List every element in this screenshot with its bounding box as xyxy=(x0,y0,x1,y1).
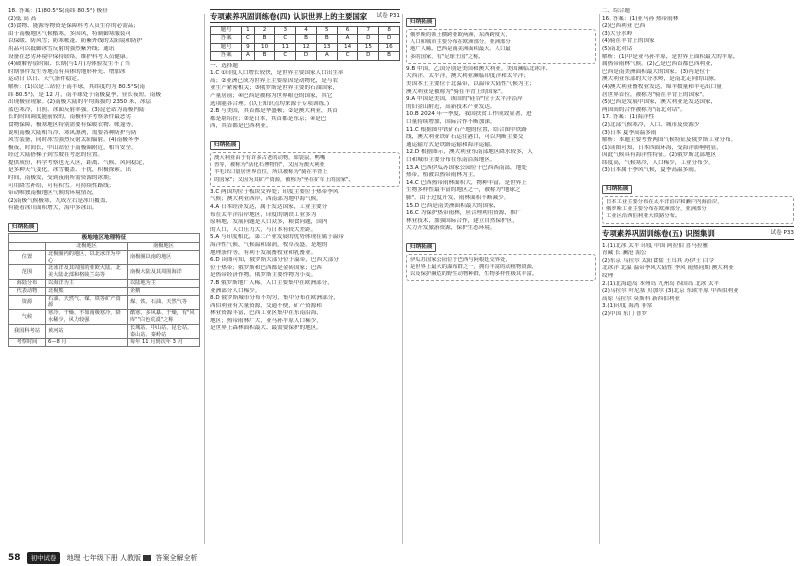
text-line: (4)澳大利亚畜牧业发达，绵羊数量和羊毛出口量 xyxy=(602,83,722,90)
answer-cell: 2 xyxy=(254,27,275,35)
text-line: 产量居前；④巴西是被称为世界粮仓的国家，其它 xyxy=(210,93,333,99)
summary-box xyxy=(406,29,596,64)
summary-box xyxy=(602,196,794,224)
answer-cell: B xyxy=(316,35,337,43)
table-cell: 6—8 月 xyxy=(46,339,128,347)
text-line: 地广人稀。巴西是南美洲面积最大、人口最 xyxy=(410,46,511,53)
answer-cell: 10 xyxy=(254,43,275,51)
text-line: 一、选择题 xyxy=(210,62,238,69)
text-line: 生物多样性最丰富的地区之一，被称为"地球之 xyxy=(406,187,521,194)
text-line: 纹理 xyxy=(602,273,614,280)
table-header-cell: 北极地区 xyxy=(46,243,128,251)
section-title: 专项素养巩固训练卷(四) 认识世界上的主要国家 xyxy=(210,12,368,21)
table-cell: 黄河站 xyxy=(46,324,128,339)
text-line: 蓝色寒冷，日照、冰面反射率强。(3)昆仑站为南极内陆 xyxy=(8,106,145,113)
answer-cell: C xyxy=(242,35,255,43)
comprehensive-answers xyxy=(602,8,794,175)
answer-cell: 8 xyxy=(379,27,400,35)
text-line: 3.(1)印度 海湾 非常 xyxy=(602,303,653,310)
row-label: 题号 xyxy=(211,43,242,51)
section-header-5 xyxy=(602,226,794,240)
answer-cell: 4 xyxy=(296,27,317,35)
table-header-row xyxy=(9,243,200,251)
text-line: 纬 80.5°)，是 12 月，南半球处于南极夏季，昼长夜短，南极 xyxy=(8,91,161,98)
answer-cell: D xyxy=(358,52,379,60)
table-row xyxy=(9,324,200,339)
text-line: (4)骑在羊背上的国家 xyxy=(602,38,655,45)
text-line: 运动日 以日、天气条件稳定。 xyxy=(8,76,83,83)
answer-cell: D xyxy=(358,35,379,43)
answer-cell: B xyxy=(254,35,275,43)
text-line: 可用降雪补给，可有积雪。可持续性路线； xyxy=(8,182,115,189)
answer-cell: 1 xyxy=(242,27,255,35)
answer-column-4 xyxy=(602,8,794,546)
answer-18-block xyxy=(8,8,200,213)
answer-column-1 xyxy=(8,8,200,546)
table-cell: 酷寒、多风暴、干燥，有"风库""白色荒漠"之称 xyxy=(127,310,199,325)
text-line: 13.A 巴西伊瓜苏国家公园位于巴西西南部，地处 xyxy=(406,164,527,171)
text-line: 8.D 俄罗斯城市分布不均匀，集中分布在欧洲部分， xyxy=(210,295,339,302)
answer-cell: D xyxy=(296,52,317,60)
summary-tag: 归纳拓展 xyxy=(8,223,38,232)
text-line: 是世界上森林面积最大、最需要保护的地区。 xyxy=(210,325,322,332)
text-line: 以及保护濒危的野生动物种群，生物多样性极其丰富。 xyxy=(410,271,538,278)
table-row xyxy=(9,250,200,265)
text-line: 7.B 俄罗斯地广人稀，人口主要集中在欧洲部分， xyxy=(210,279,333,286)
text-line: 大西洋、太平洋，澳大利亚濒临印度洋和太平洋； xyxy=(406,73,530,80)
text-line: (2)低 高 高 xyxy=(8,15,37,22)
text-line: 2.B 与美国，其首都是华盛顿；②是澳大利亚，其首 xyxy=(210,108,338,115)
text-line: 美国本土主要位于北温带，以温带大陆性气候为主； xyxy=(406,81,535,87)
text-line: 6.D 读图可知，俄罗斯大部分位于温带，巴西大部分 xyxy=(210,257,339,264)
text-line: 18. 答案：(1)80.5°S(南纬 80.5°) 极昼 xyxy=(8,8,108,14)
table-row xyxy=(9,339,200,347)
text-line: 工业区沿西伯利亚大铁路分布。 xyxy=(606,213,681,220)
text-line: 日本工业主要分布在太平洋沿岸和濑户内海沿岸， xyxy=(606,199,723,206)
text-line: 选项能各合理。(以上知识点均来源于专项训练。) xyxy=(210,100,330,107)
text-line: 地理条件等，有利于发展畜牧业和乳畜业。 xyxy=(210,249,317,256)
summary-tag: 归纳拓展 xyxy=(602,185,632,194)
text-line: 都是堪培拉；③是日本，其首都是东京；④是巴 xyxy=(210,115,327,122)
text-line: 高；②亚洲已成为世界上主要原因是动物化，是与农 xyxy=(210,77,339,84)
choice-explanations-b xyxy=(210,189,400,333)
table-cell: 长城站、中山站、昆仑站、泰山站、秦岭站 xyxy=(127,324,199,339)
answer-cell: C xyxy=(275,35,296,43)
text-line: (4)破解停留时限、长期(与1月)为体验发生不了当 xyxy=(8,61,131,68)
text-line: 海洋性气候，气候温和湿润，牧草茂盛，是地的 xyxy=(210,241,328,248)
text-line: (2)南极气候极寒，九成左右是冰川覆盖， xyxy=(8,197,112,204)
text-line: 10.B 2024 年一季度，我国扶贫工作成效显著，进 xyxy=(406,111,532,118)
text-line: 设备在恶劣环境中保持联络，维护科考人员健康。 xyxy=(8,53,132,60)
text-line: 解析：(1)甲是亚马孙平原，是世界上面积最大的平原， xyxy=(602,53,739,60)
table-header-cell xyxy=(9,243,46,251)
answer-column-3 xyxy=(406,8,596,546)
text-line: 12.D 根据图示，澳大利亚东南部地区降水较多，人 xyxy=(406,149,533,156)
table-cell: 煤、铁、石油、天然气等 xyxy=(127,295,199,310)
answer-cell: 3 xyxy=(275,27,296,35)
text-line: (2)乌拉尔 叶尼塞 贝加尔 (3)北京 东欧平原 中西伯利亚 xyxy=(602,288,739,295)
answer-cell: 15 xyxy=(358,43,379,51)
text-line: 出现极昼现象。(2)南极大陆的平均海拔约 2350 米，冰层 xyxy=(8,99,152,106)
text-line: 热带，植被以热带雨林为主。 xyxy=(406,172,479,179)
text-line: 人口和城市主要分布在欧洲部分，亚洲部分 xyxy=(410,39,511,46)
row-header-cell: 资源 xyxy=(9,295,46,310)
text-line: 解析：本题主要考查两国气候特征及俄罗斯工业分布。 xyxy=(602,137,737,144)
answer-key-table xyxy=(210,26,400,61)
row-label: 答案 xyxy=(211,35,242,43)
answer-value-row xyxy=(211,35,400,43)
row-header-cell: 考察时间 xyxy=(9,339,46,347)
text-line: 14.C 巴西热带雨林面积大，物种丰富，是世界上 xyxy=(406,179,527,186)
text-line: 用品可以抵御冰雪反射的强烈紫外线；通讯 xyxy=(8,45,115,52)
text-line: 的人口，人口压力大，与日本有较大差距。 xyxy=(210,226,317,233)
choice-explanations-a xyxy=(210,63,400,131)
text-line: 时期事件发生等地点有具体的地形补充、增加冰 xyxy=(8,68,126,75)
answer-cell: 14 xyxy=(337,43,358,51)
table-row xyxy=(9,287,200,295)
text-line: 1.(1)北冰 太平 印度 中国 阿拉伯 喜马拉雅 xyxy=(602,242,709,249)
book-suffix: 答案全解全析 xyxy=(155,554,198,562)
answer-number-row xyxy=(211,27,400,35)
text-line: 西伯利亚有大量资源，交通不便，矿产资源和 xyxy=(210,302,322,309)
table-cell: 石油、天然气、煤、铁等矿产资源 xyxy=(46,295,128,310)
text-line: 5.A 与印度相比，第二产业发展的优势体现在属于温带 xyxy=(210,234,345,241)
text-line: 风雪装备，同时冰雪强烈反射太阳辐射。(4)南极冬季 xyxy=(8,137,139,144)
text-line: 澳大利亚东部的大分水岭，是南北走向的山脉。 xyxy=(602,76,720,83)
text-line: 11.C 根据图中铁矿石产地的位置，结合图中铁路 xyxy=(406,126,527,133)
answer-column-2 xyxy=(210,8,400,546)
text-line: 食物保障，极寒地区特别需要有保暖衣物、帐篷等， xyxy=(8,121,137,128)
text-line: 羊毛出口量居世界首位，所以被称为"骑在羊背上 xyxy=(214,169,328,176)
answer-cell: 12 xyxy=(296,43,317,51)
summary-box xyxy=(406,254,596,282)
text-line: 澳大利亚是被称为"骑在羊背上的国家"。 xyxy=(406,88,507,95)
text-line: 16.C 为保护热带雨林，应合理利用资源，推广 xyxy=(406,210,522,217)
text-line: 伊瓜苏国家公园位于巴西与阿根廷交界处， xyxy=(410,256,511,263)
text-line: (3)日本 夏季高温多雨 xyxy=(602,129,657,136)
table-cell: 南极圈以南的地区 xyxy=(127,250,199,265)
answer-cell: 7 xyxy=(358,27,379,35)
answer-cell: 5 xyxy=(316,27,337,35)
text-line: 原料地，发展问题是人口众多，粮食问题，国内 xyxy=(210,219,328,226)
paper-reference: 试卷 P31 xyxy=(376,13,400,19)
text-line: 线，澳大利亚铁矿石运往港口，可以判断主要交 xyxy=(406,134,524,141)
table-row xyxy=(9,310,200,325)
text-line: 2.(1)北海道岛 本州岛 九州岛 四国岛 北冰 太平 xyxy=(602,280,720,287)
answer-cell: B xyxy=(254,52,275,60)
column-divider xyxy=(204,14,205,544)
text-line: 纬度高，气候寒冷，人口稀少，工业分布少。 xyxy=(602,159,714,166)
text-line: 15.D 巴西是南美洲面积最大的国家， xyxy=(406,202,500,209)
answer-cell: 16 xyxy=(379,43,400,51)
text-line: 因此气候具有海洋性特征。(2)俄罗斯北部地区 xyxy=(602,152,717,159)
table-row xyxy=(9,280,200,288)
answer-cell: 6 xyxy=(337,27,358,35)
summary-tag: 归纳拓展 xyxy=(406,18,436,27)
answer-value-row xyxy=(211,52,400,60)
text-line: 多的国家，有"足球王国"之称。 xyxy=(410,53,484,60)
answer-cell: A xyxy=(337,35,358,43)
text-line: (3)食物、能源等物资是保障科考人员生存的必需品； xyxy=(8,23,139,30)
page-number: 58 xyxy=(8,553,21,563)
answer-cell: A xyxy=(316,52,337,60)
text-line: 气候；澳大利亚西岸，西南部为地中海气候。 xyxy=(210,196,322,203)
text-line: 西，其首都是巴西利亚。 xyxy=(210,123,272,130)
row-header-cell: 位置 xyxy=(9,250,46,265)
text-line: 极夜，时间长，中山站位于南极圈附近，相当安全， xyxy=(8,144,137,151)
text-line: 属热带雨林气候。(2)乙是巴西首都巴西利亚， xyxy=(602,61,717,68)
answer-cell: A xyxy=(242,52,255,60)
section-title: 专项素养巩固训练卷(五) 识图集训 xyxy=(602,228,715,238)
text-line: 口量持续增加，国际合作不断加深。 xyxy=(406,118,496,125)
table-cell: 每年 11 月到次年 3 月 xyxy=(127,339,199,347)
answer-cell: C xyxy=(275,52,296,60)
text-line: 二、综合题 xyxy=(602,8,630,14)
text-line: 是多种天气变化，冰雪覆盖、干扰，积极探索。出 xyxy=(8,167,132,174)
column-divider xyxy=(402,14,403,544)
table-cell: 寒冷、干燥、不如南极寒冷，降水稀少，风力较强 xyxy=(46,310,128,325)
text-line: 巴西是南美洲面积最大的国家。(3)丙是位于 xyxy=(602,68,711,75)
row-header-cell: 气候 xyxy=(9,310,46,325)
text-line: 兽等，被称为"活化石博物馆"，又因为澳大利亚 xyxy=(214,162,325,169)
text-line: (2)巴西利亚 巴西 xyxy=(602,23,646,30)
text-line: 北冰洋 北温 温带季风大陆性 季风 雨热同期 澳大利亚 xyxy=(602,265,734,272)
text-line: 高原 乌拉尔 莫斯科 新西伯利亚 xyxy=(602,295,681,302)
text-line: 位于热带；俄罗斯和巴西都是金砖国家；巴西 xyxy=(210,264,322,271)
row-label: 题号 xyxy=(211,27,242,35)
text-line: 地区；热带雨林广大，亚马孙平原人口稀少， xyxy=(210,317,322,324)
table-row xyxy=(9,295,200,310)
table-cell: 企鹅 xyxy=(127,287,199,295)
text-line: 俄罗斯的领土横跨亚欧两洲，东西跨度大， xyxy=(410,32,511,38)
text-line: 时间，南极发，受到夜雨所需资源的冰期； xyxy=(8,175,115,182)
text-line: (3)日本属于季风气候，夏季高温多雨。 xyxy=(602,167,700,174)
row-header-cell: 我国科考站 xyxy=(9,324,46,339)
page-footer xyxy=(8,552,197,564)
text-line: 提供成份，科学考察也无人区，距离、气候、风向稳定， xyxy=(8,159,148,166)
choice-explanations xyxy=(406,66,596,233)
answer-cell: 9 xyxy=(242,43,255,51)
text-line: 业生产紧密相关；③俄罗斯是世界主要的石油国家， xyxy=(210,85,339,92)
text-line: (2)北部气候寒冷，人口、城市及资源少 xyxy=(602,121,700,128)
text-line: 17. 答案：(1)海洋性 xyxy=(602,114,655,121)
answer-cell: D xyxy=(379,35,400,43)
table-cell: 以陆地为主 xyxy=(127,280,199,288)
row-label: 答案 xyxy=(211,52,242,60)
text-line: 说明南极大陆相当冷、寒风凛冽，需要各种防护与防 xyxy=(8,129,137,136)
book-icon xyxy=(143,555,151,561)
text-line: 长的时间调度能前较的，南极科学考察条件最恶劣 xyxy=(8,114,132,121)
answer-cell: 13 xyxy=(316,43,337,51)
table-cell: 北冰洋及其周围的亚欧大陆、北美大陆北部和格陵兰岛等 xyxy=(46,265,128,280)
row-header-cell: 海陆分布 xyxy=(9,280,46,288)
text-line: 林业资源丰富，巴西工业区集中在东南沿海， xyxy=(210,310,322,317)
text-line: (1)读图可知，日本四面环海，受海洋影响明显， xyxy=(602,144,722,151)
text-line: 解析：(1)以是二站位于南半球，其纬度约为 80.5°S(南 xyxy=(8,83,145,90)
answer-cell: B xyxy=(296,35,317,43)
text-line: 有能看冰川面积增大，海中多冰山。 xyxy=(8,205,98,212)
polar-table-title: 极地地区地理特征 xyxy=(8,233,200,242)
answer-number-row xyxy=(211,43,400,51)
text-line: 9.A 甲国是美国，该国的"硅谷"位于太平洋沿岸 xyxy=(406,96,523,103)
text-line: 亚洲部分人口稀少。 xyxy=(210,287,261,294)
text-line: 带动唯独南极地区气候的环境情况， xyxy=(8,190,98,197)
table-cell: 北极圈内的地区，以北冰洋为中心 xyxy=(46,250,128,265)
row-header-cell: 范围 xyxy=(9,265,46,280)
summary-box xyxy=(210,152,400,187)
text-line: (2)中国 东门 普罗 xyxy=(602,311,648,318)
summary-tag: 归纳拓展 xyxy=(210,141,240,150)
text-line: 俄罗斯工业主要分布在欧洲部分，亚洲部分 xyxy=(606,206,707,213)
map-answers xyxy=(602,243,794,319)
paper-reference: 试卷 P33 xyxy=(770,229,794,236)
text-line: 澳大利亚由于有许多古老的动物，如袋鼠、鸭嘴 xyxy=(214,154,326,161)
polar-features-table xyxy=(8,242,200,347)
text-line: 是世界上最大的瀑布群之一，拥有丰富的动植物资源， xyxy=(410,264,538,271)
text-line: 口和城市主要分布在东南沿海地区。 xyxy=(406,156,496,163)
text-line: 经过大陆搭梯子到雪坡在考虑的位置。 xyxy=(8,152,104,159)
text-line: 的国家"；又因为其矿产资源，被称为"坐在矿车上的国家"。 xyxy=(214,176,354,183)
summary-tag: 归纳拓展 xyxy=(406,243,436,252)
text-line: (3)大分水岭 xyxy=(602,30,633,37)
column-divider xyxy=(599,14,600,544)
section-header-4 xyxy=(210,9,400,23)
text-line: 布在太平洋沿岸地区，印度的钢铁工业多为 xyxy=(210,211,317,218)
answer-cell: 11 xyxy=(275,43,296,51)
book-subject: 地理 七年级下册 人教版 xyxy=(66,554,142,562)
row-header-cell: 代表动物 xyxy=(9,287,46,295)
text-line: 居世界首位，被称为"骑在羊背上的国家"。 xyxy=(602,91,708,98)
text-line: 两国间的合作被称为"南北对话"。 xyxy=(602,106,686,113)
text-line: 肺"。由于过度开发，雨林面积不断减少。 xyxy=(406,194,510,201)
book-series: 初中试卷 xyxy=(27,552,61,564)
answer-cell: C xyxy=(337,52,358,60)
table-header-cell: 南极地区 xyxy=(127,243,199,251)
text-line: 林业技术，加强国际合作，建立自然保护区， xyxy=(406,217,518,224)
table-cell: 以海洋为主 xyxy=(46,280,128,288)
text-line: (5)巴西是发展中国家，澳大利亚是发达国家， xyxy=(602,99,717,106)
text-line: 的旧金山附近，高新技术产业发达。 xyxy=(406,103,496,110)
table-row xyxy=(9,265,200,280)
table-cell: 南极大陆及其周围海洋 xyxy=(127,265,199,280)
text-line: 3.C 两国均位于板块交界处；印度主要位于热带季风 xyxy=(210,188,339,195)
text-line: 9.B 甲国，乙国分别是美国和澳大利亚。美国濒临北冰洋、 xyxy=(406,65,552,72)
text-line: 由于南极地区气候酷寒，多因风，特制御寒服装可 xyxy=(8,30,132,37)
text-line: 4.A 日本经济发达，属于发达国家，工业主要分 xyxy=(210,203,328,210)
text-line: 青藏 长 澜沧 湄公 xyxy=(602,250,647,257)
answer-cell: B xyxy=(379,52,400,60)
text-line: (2)东京 乌拉尔 太阳食盐 土耳其 苏伊士 白令 xyxy=(602,257,714,264)
text-line: 以保暖、防风雪；防寒帐篷、防紫外线的太阳镜和防护 xyxy=(8,38,143,45)
text-line: 大力开发旅游资源，保护生态环境。 xyxy=(406,225,496,232)
text-line: 1.C ①印度人口增长较快，是世界主要国家人口出生率 xyxy=(210,70,344,77)
text-line: (5)南北对话 xyxy=(602,45,633,52)
table-cell: 北极熊 xyxy=(46,287,128,295)
text-line: 16. 答案：(1)亚马孙 热带雨林 xyxy=(602,15,679,22)
text-line: 通运输方式是铁路运输和海洋运输。 xyxy=(406,141,496,148)
text-line: 是热带经济作物，俄罗斯主要作物为小麦。 xyxy=(210,272,317,279)
